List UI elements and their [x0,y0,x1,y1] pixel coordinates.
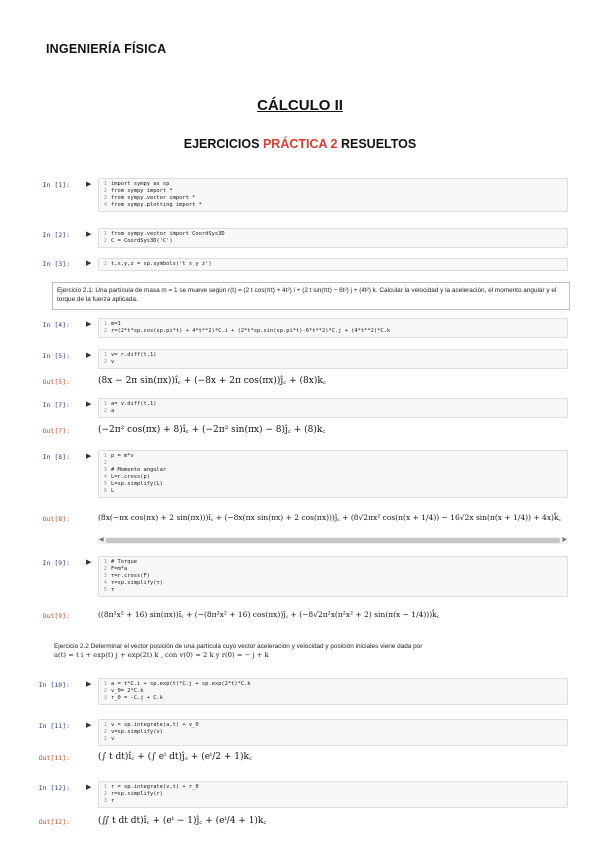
code-line: from sympy.vector import * [111,195,196,201]
code-line: m=1 [111,321,121,327]
cell-output: (8x − 2π sin(πx))î꜀ + (−8x + 2π cos(πx))ĵ꜀ + (8x)k̂꜀ [98,376,326,386]
notebook-cell[interactable] [26,349,574,371]
in-prompt: In [2]: [42,231,70,239]
code-line: from sympy.vector import CoordSys3D [111,231,225,237]
output-area [26,424,574,438]
subtitle-pre: EJERCICIOS [183,137,260,151]
code-editor[interactable]: 1 a = t*C.i + sp.exp(t)*C.j + sp.exp(2*t)*C.k 2 v_0= 2*C.k 3 r_0 = -C.j + C.k [98,678,568,705]
code-line: v = sp.integrate(a,t) + v_0 [111,722,199,728]
code-line: # Torque [111,559,137,565]
notebook-cell[interactable] [26,228,574,250]
code-editor[interactable]: 1 p = m*v 2 3 # Momento angular 4 L=r.cross(p) 5 L=sp.simplify(L) 6 L [98,450,568,498]
code-editor[interactable]: 1 m=1 2 r=(2*t*sp.cos(sp.pi*t) + 4*t**2)*C.i + (2*t*sp.sin(sp.pi*t)-6*t**2)*C.j + (4*t**2)*C.k [98,318,568,338]
document-org-heading: INGENIERÍA FÍSICA [46,42,167,56]
code-editor[interactable]: 1 # Torque 2 F=m*a 3 τ=r.cross(F) 4 τ=sp.simplify(τ) 5 τ [98,556,568,597]
out-prompt: Out[5]: [42,378,70,386]
run-cell-icon[interactable]: ▶ [86,321,92,328]
subtitle-post: RESUELTOS [340,137,417,151]
run-cell-icon[interactable]: ▶ [86,453,92,460]
run-cell-icon[interactable]: ▶ [86,722,92,729]
run-cell-icon[interactable]: ▶ [86,784,92,791]
output-area [26,609,574,625]
code-line: # Momento angular [111,467,167,473]
code-line: F=m*a [111,566,128,572]
run-cell-icon[interactable]: ▶ [86,231,92,238]
out-prompt: Out[12]: [38,818,70,826]
code-line: r [111,798,115,804]
code-editor[interactable]: 1 t,x,y,z = sp.symbols('t x y z') [98,258,568,271]
out-prompt: Out[7]: [42,427,70,435]
in-prompt: In [7]: [42,401,70,409]
document-title: CÁLCULO II [257,97,343,114]
code-line: t,x,y,z = sp.symbols('t x y z') [111,261,212,267]
code-line: v [111,736,115,742]
code-line: L [111,488,115,494]
code-line: a = t*C.i + sp.exp(t)*C.j + sp.exp(2*t)*C.k [111,681,251,687]
out-prompt: Out[9]: [42,612,70,620]
cell-output: (∬ t dt dt)î꜀ + (eᵗ − 1)ĵ꜀ + (eᵗ/4 + 1)k̂꜀ [98,816,267,826]
document-subtitle [0,137,600,151]
notebook-cell[interactable] [26,556,574,598]
code-line: r=sp.simplify(r) [111,791,163,797]
out-prompt: Out[11]: [38,754,70,762]
run-cell-icon[interactable]: ▶ [86,401,92,408]
run-cell-icon[interactable]: ▶ [86,352,92,359]
out-prompt: Out[8]: [42,515,70,523]
code-line: a [111,408,115,414]
code-line: τ [111,587,115,593]
in-prompt: In [3]: [42,260,70,268]
cell-output: (∫ t dt)î꜀ + (∫ eᵗ dt)ĵ꜀ + (eᵗ/2 + 1)k̂꜀ [98,752,253,762]
code-line: L=sp.simplify(L) [111,481,163,487]
code-line: a= v.diff(t,1) [111,401,157,407]
notebook-cell[interactable] [26,398,574,420]
notebook-cell[interactable] [26,318,574,340]
cell-output: ((8π²x² + 16) sin(πx))î꜀ + (−(8π²x² + 16) cos(πx))ĵ꜀ + (−8√2π²x(π²x² + 2) sin(π(x − 1/4)))k̂꜀ [98,610,440,619]
output-horizontal-scrollbar[interactable] [98,537,568,544]
exercise-2-2-line-1: Ejercicio 2.2 Determinar el vector posición de una partícula cuyo vector aceleración y velocidad y posición iniciales viene dada por [54,643,423,650]
exercise-2-2-statement [54,642,568,664]
run-cell-icon[interactable]: ▶ [86,681,92,688]
exercise-2-1-statement: Ejercicio 2.1: Una partícula de masa m = 1 se mueve según r(t) = (2 t cos(πt) + 4t²) i + (2 t sin(πt) − 6t²) j + (4t²) k. Calcular la velocidad y la aceleración, el momento angular y el torque de la fuerza aplicada. [52,282,570,310]
notebook-cell[interactable] [26,178,574,216]
cell-output: (8x(−πx cos(πx) + 2 sin(πx)))î꜀ + (−8x(πx sin(πx) + 2 cos(πx)))ĵ꜀ + (8√2πx² cos(π(x + 1/4)) − 16√2x sin(π(x + 1/4)) + 4x)k̂꜀ [98,513,562,522]
code-line: v_0= 2*C.k [111,688,144,694]
code-editor[interactable]: 1 import sympy as sp 2 from sympy import * 3 from sympy.vector import * 4 from sympy.plotting import * [98,178,568,212]
scrollbar-thumb[interactable] [106,538,560,543]
scroll-right-icon[interactable]: ▶ [562,537,567,543]
code-line: r_0 = -C.j + C.k [111,695,163,701]
notebook-cell[interactable] [26,781,574,809]
run-cell-icon[interactable]: ▶ [86,559,92,566]
code-line: v [111,359,115,365]
in-prompt: In [11]: [38,722,70,730]
code-editor[interactable]: 1 from sympy.vector import CoordSys3D 2 C = CoordSys3D('C') [98,228,568,248]
code-editor[interactable]: 1 r = sp.integrate(v,t) + r_0 2 r=sp.simplify(r) 3 r [98,781,568,808]
output-area [26,512,574,528]
code-line: τ=sp.simplify(τ) [111,580,163,586]
cell-output: (−2π² cos(πx) + 8)î꜀ + (−2π² sin(πx) − 8)ĵ꜀ + (8)k̂꜀ [98,425,326,435]
in-prompt: In [5]: [42,352,70,360]
run-cell-icon[interactable]: ▶ [86,260,92,267]
code-line: C = CoordSys3D('C') [111,238,173,244]
code-editor[interactable]: 1 v= r.diff(t,1) 2 v [98,349,568,369]
output-area [26,815,574,829]
in-prompt: In [9]: [42,559,70,567]
in-prompt: In [10]: [38,681,70,689]
notebook-cell[interactable] [26,678,574,706]
in-prompt: In [1]: [42,181,70,189]
subtitle-accent: PRÁCTICA 2 [262,137,338,151]
output-area [26,375,574,389]
code-line: v= r.diff(t,1) [111,352,157,358]
code-line: τ=r.cross(F) [111,573,150,579]
notebook-cell[interactable] [26,719,574,747]
code-editor[interactable]: 1 v = sp.integrate(a,t) + v_0 2 v=sp.simplify(v) 3 v [98,719,568,746]
code-line: v=sp.simplify(v) [111,729,163,735]
code-line: r = sp.integrate(v,t) + r_0 [111,784,199,790]
in-prompt: In [4]: [42,321,70,329]
scroll-left-icon[interactable]: ◀ [99,537,104,543]
code-line: p = m*v [111,453,134,459]
notebook-cell[interactable] [26,258,574,272]
exercise-2-2-line-2: a(t) = t i + exp(t) j + exp(2t) k , con v(0) = 2 k y r(0) = − j + k [54,651,269,659]
code-line: r=(2*t*sp.cos(sp.pi*t) + 4*t**2)*C.i + (2*t*sp.sin(sp.pi*t)-6*t**2)*C.j + (4*t**2)*C.k [111,328,391,334]
code-line: L=r.cross(p) [111,474,150,480]
output-area [26,751,574,765]
code-line: from sympy import * [111,188,173,194]
code-line: import sympy as sp [111,181,170,187]
in-prompt: In [8]: [42,453,70,461]
notebook-cell[interactable] [26,450,574,498]
code-line: from sympy.plotting import * [111,202,202,208]
run-cell-icon[interactable]: ▶ [86,181,92,188]
in-prompt: In [12]: [38,784,70,792]
code-editor[interactable]: 1 a= v.diff(t,1) 2 a [98,398,568,418]
